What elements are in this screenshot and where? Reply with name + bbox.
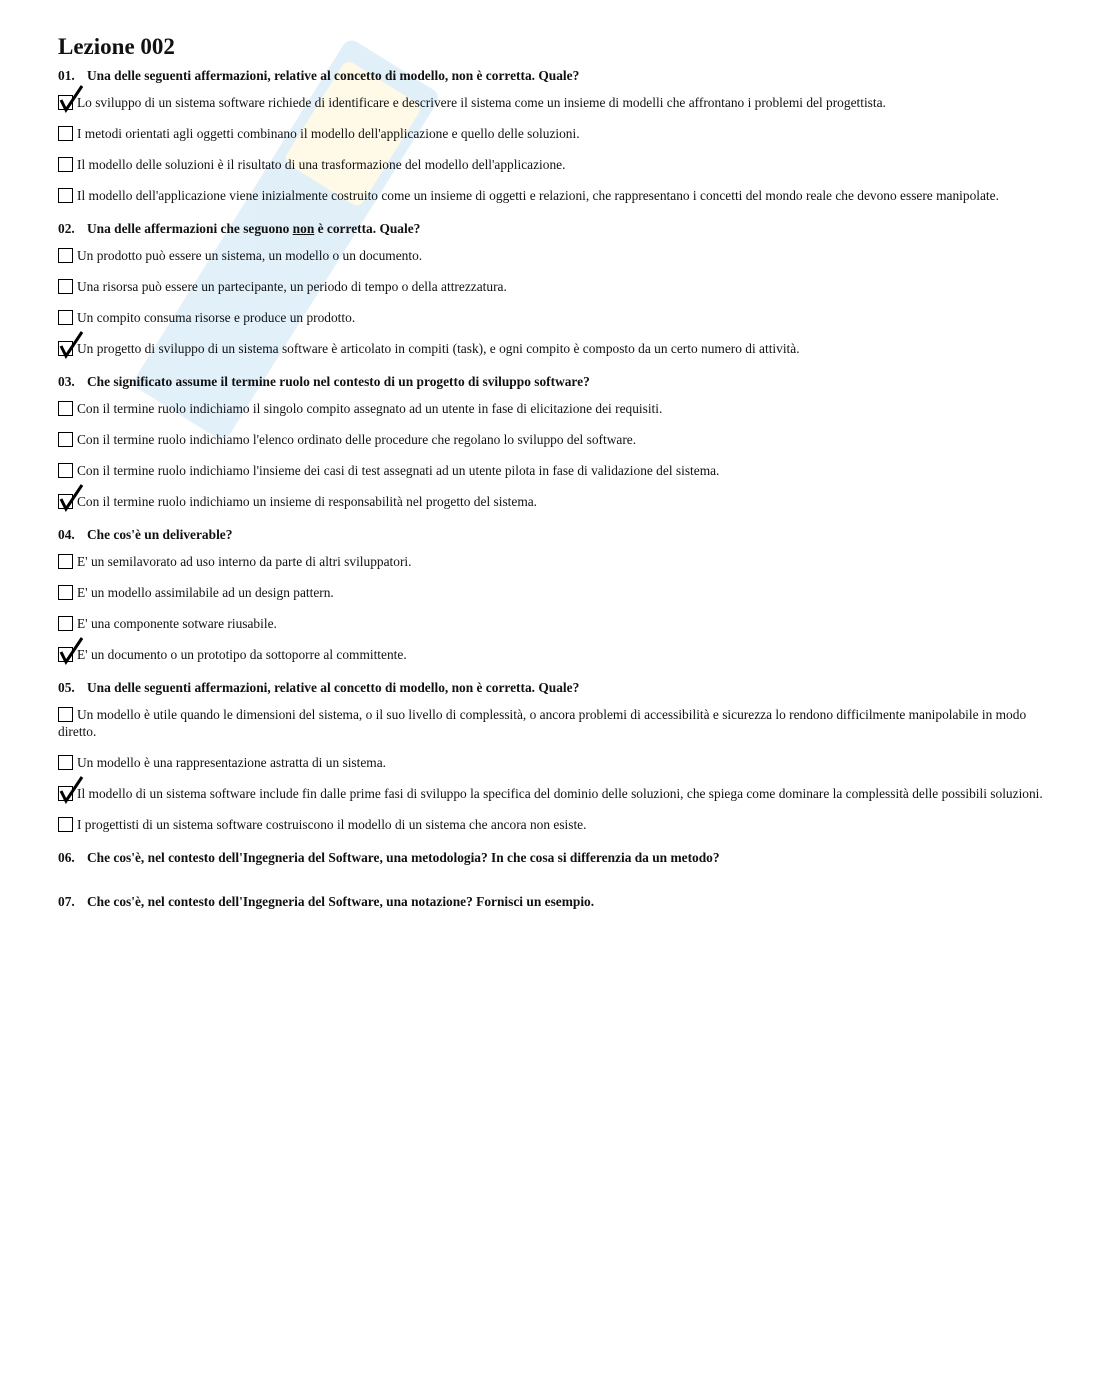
answer-option (58, 553, 1048, 570)
question-03 (58, 374, 1048, 510)
question-text: Che cos'è, nel contesto dell'Ingegneria del Software, una notazione? Fornisci un esempio. (87, 894, 595, 909)
question-02 (58, 221, 1048, 357)
answer-text: Un progetto di sviluppo di un sistema software è articolato in compiti (task), e ogni compito è composto da un certo numero di attività. (77, 341, 800, 356)
question-01 (58, 68, 1048, 204)
answer-checkbox[interactable] (58, 401, 73, 416)
question-text: Che cos'è, nel contesto dell'Ingegneria del Software, una metodologia? In che cosa si differenzia da un metodo? (87, 850, 720, 865)
question-title (58, 680, 1048, 696)
answer-checkbox[interactable] (58, 279, 73, 294)
answer-text: I progettisti di un sistema software costruiscono il modello di un sistema che ancora non esiste. (77, 817, 587, 832)
question-text-after: è corretta. Quale? (314, 221, 421, 236)
question-06 (58, 850, 1048, 866)
answer-text: Il modello di un sistema software include fin dalle prime fasi di sviluppo la specifica del dominio delle soluzioni, che spiega come dominare la complessità delle possibili soluzioni. (77, 786, 1043, 801)
question-07 (58, 894, 1048, 910)
answer-checkbox[interactable] (58, 126, 73, 141)
answer-option (58, 156, 1048, 173)
question-title (58, 374, 1048, 390)
answer-checkbox[interactable] (58, 616, 73, 631)
question-number: 04. (58, 527, 75, 542)
question-text-underlined: non (292, 221, 315, 236)
question-number: 03. (58, 374, 75, 389)
answer-checkbox[interactable] (58, 95, 73, 110)
answer-checkbox[interactable] (58, 554, 73, 569)
answer-text: E' un modello assimilabile ad un design pattern. (77, 585, 334, 600)
answer-option (58, 431, 1048, 448)
answer-text: E' un semilavorato ad uso interno da parte di altri sviluppatori. (77, 554, 412, 569)
answer-checkbox[interactable] (58, 432, 73, 447)
answer-text: Una risorsa può essere un partecipante, un periodo di tempo o della attrezzatura. (77, 279, 507, 294)
check-mark-icon (58, 84, 84, 114)
document-page (58, 32, 1048, 938)
answer-checkbox[interactable] (58, 157, 73, 172)
answer-text: E' un documento o un prototipo da sottoporre al committente. (77, 647, 407, 662)
question-number: 07. (58, 894, 75, 909)
check-mark-icon (58, 636, 84, 666)
answer-option (58, 462, 1048, 479)
answer-option (58, 493, 1048, 510)
answer-text: Il modello dell'applicazione viene inizialmente costruito come un insieme di oggetti e relazioni, che rappresentano i concetti del mondo reale che devono essere manipolate. (77, 188, 999, 203)
answer-option (58, 278, 1048, 295)
answer-checkbox[interactable] (58, 248, 73, 263)
answer-option (58, 400, 1048, 417)
answer-text: I metodi orientati agli oggetti combinano il modello dell'applicazione e quello delle soluzioni. (77, 126, 580, 141)
answer-checkbox[interactable] (58, 647, 73, 662)
answer-text: Con il termine ruolo indichiamo il singolo compito assegnato ad un utente in fase di elicitazione dei requisiti. (77, 401, 663, 416)
answer-checkbox[interactable] (58, 755, 73, 770)
answer-option (58, 340, 1048, 357)
answer-option (58, 615, 1048, 632)
answer-checkbox[interactable] (58, 585, 73, 600)
answer-option (58, 309, 1048, 326)
answer-option (58, 706, 1048, 740)
answer-checkbox[interactable] (58, 707, 73, 722)
question-text: Che significato assume il termine ruolo nel contesto di un progetto di sviluppo software? (87, 374, 590, 389)
question-05 (58, 680, 1048, 833)
answer-checkbox[interactable] (58, 341, 73, 356)
question-text-before: Una delle affermazioni che seguono (87, 221, 293, 236)
check-mark-icon (58, 775, 84, 805)
answer-option (58, 247, 1048, 264)
answer-option (58, 646, 1048, 663)
answer-option (58, 584, 1048, 601)
answer-option (58, 754, 1048, 771)
answer-text: Lo sviluppo di un sistema software richiede di identificare e descrivere il sistema come un insieme di modelli che affrontano i problemi del progettista. (77, 95, 886, 110)
answer-text: Con il termine ruolo indichiamo l'insieme dei casi di test assegnati ad un utente pilota in fase di validazione del sistema. (77, 463, 720, 478)
answer-text: Con il termine ruolo indichiamo un insieme di responsabilità nel progetto del sistema. (77, 494, 538, 509)
answer-checkbox[interactable] (58, 494, 73, 509)
answer-text: Un prodotto può essere un sistema, un modello o un documento. (77, 248, 423, 263)
answer-text: Il modello delle soluzioni è il risultato di una trasformazione del modello dell'applicazione. (77, 157, 566, 172)
answer-option (58, 187, 1048, 204)
answer-text: Un modello è una rappresentazione astratta di un sistema. (77, 755, 386, 770)
answer-text: Un compito consuma risorse e produce un prodotto. (77, 310, 356, 325)
question-number: 02. (58, 221, 75, 236)
question-number: 01. (58, 68, 75, 83)
question-text: Che cos'è un deliverable? (87, 527, 233, 542)
question-text: Una delle seguenti affermazioni, relative al concetto di modello, non è corretta. Quale? (87, 680, 580, 695)
answer-checkbox[interactable] (58, 188, 73, 203)
answer-checkbox[interactable] (58, 310, 73, 325)
answer-text: E' una componente sotware riusabile. (77, 616, 277, 631)
question-text: Una delle seguenti affermazioni, relative al concetto di modello, non è corretta. Quale? (87, 68, 580, 83)
answer-text: Un modello è utile quando le dimensioni del sistema, o il suo livello di complessità, o ancora problemi di accessibilità e sicurezza lo rendono difficilmente manipolabile in modo diretto. (58, 707, 1027, 739)
answer-checkbox[interactable] (58, 786, 73, 801)
answer-option (58, 816, 1048, 833)
answer-checkbox[interactable] (58, 817, 73, 832)
question-title (58, 527, 1048, 543)
question-04 (58, 527, 1048, 663)
answer-option (58, 785, 1048, 802)
check-mark-icon (58, 483, 84, 513)
page-title: Lezione 002 (58, 34, 175, 59)
question-number: 05. (58, 680, 75, 695)
check-mark-icon (58, 330, 84, 360)
question-title (58, 68, 1048, 84)
answer-text: Con il termine ruolo indichiamo l'elenco ordinato delle procedure che regolano lo sviluppo del software. (77, 432, 637, 447)
answer-option (58, 94, 1048, 111)
answer-option (58, 125, 1048, 142)
question-number: 06. (58, 850, 75, 865)
answer-checkbox[interactable] (58, 463, 73, 478)
question-title (58, 221, 1048, 237)
